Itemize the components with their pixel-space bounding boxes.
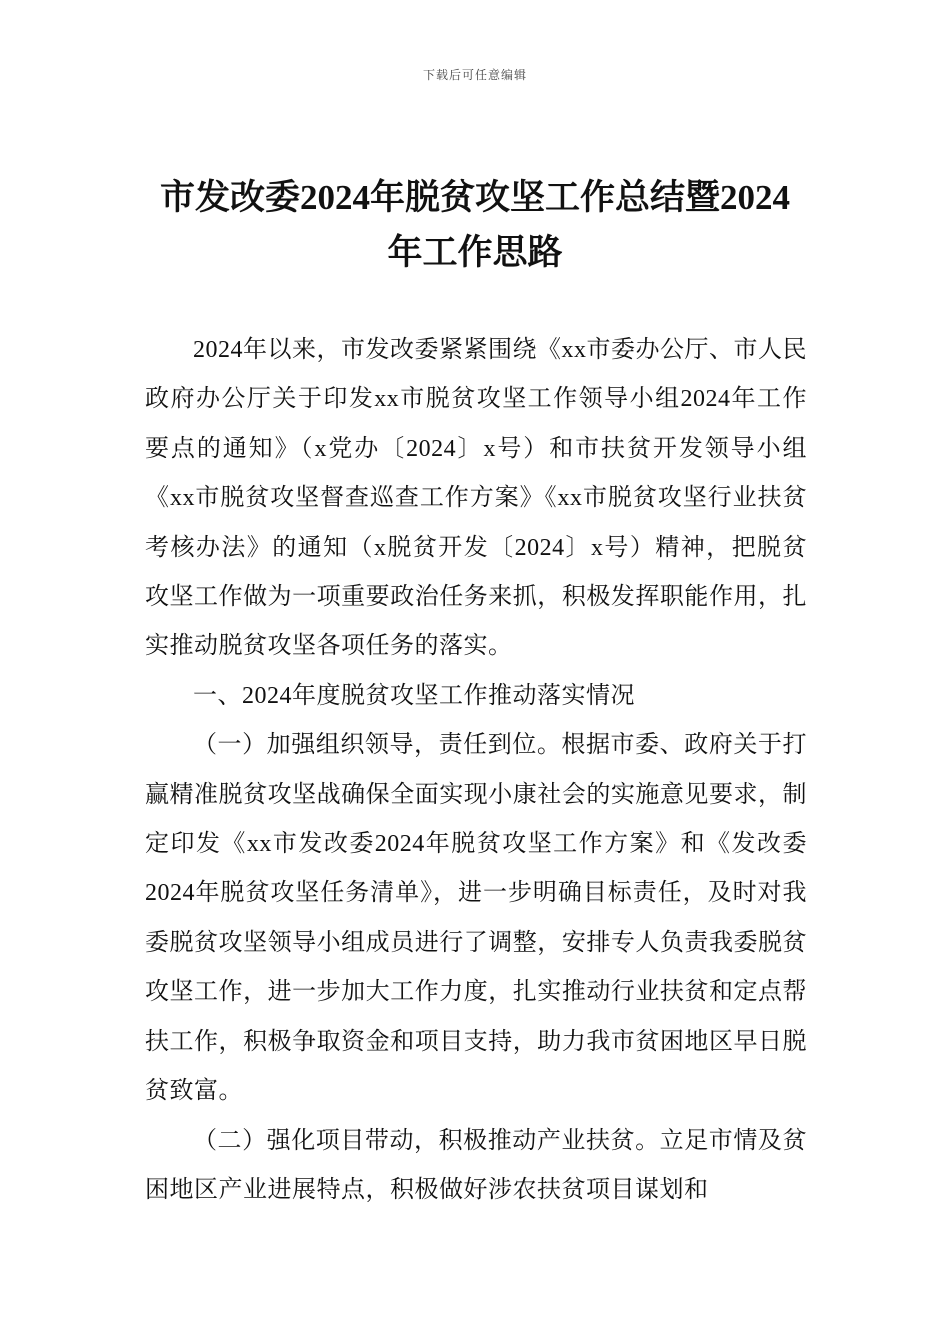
- document-body: [145, 326, 807, 1215]
- title-line-2: 年工作思路: [387, 233, 563, 272]
- section-heading-1: 一、2024年度脱贫攻坚工作推动落实情况: [193, 682, 635, 709]
- title-line-1: 市发改委2024年脱贫攻坚工作总结暨2024: [159, 178, 790, 217]
- paragraph-projects: （二）强化项目带动，积极推动产业扶贫。立足市情及贫困地区产业进展特点，积极做好涉农扶贫项目谋划和: [145, 1127, 807, 1203]
- document-title: [145, 170, 805, 280]
- paragraph-intro: 2024年以来，市发改委紧紧围绕《xx市委办公厅、市人民政府办公厅关于印发xx市脱贫攻坚工作领导小组2024年工作要点的通知》（x党办〔2024〕x号）和市扶贫开发领导小组《xx市脱贫攻坚督查巡查工作方案》《xx市脱贫攻坚行业扶贫考核办法》的通知（x脱贫开发〔2024〕x号）精神，把脱贫攻坚工作做为一项重要政治任务来抓，积极发挥职能作用，扎实推动脱贫攻坚各项任务的落实。: [145, 337, 807, 660]
- paragraph-organization: （一）加强组织领导，责任到位。根据市委、政府关于打赢精准脱贫攻坚战确保全面实现小康社会的实施意见要求，制定印发《xx市发改委2024年脱贫攻坚工作方案》和《发改委2024年脱贫攻坚任务清单》，进一步明确目标责任，及时对我委脱贫攻坚领导小组成员进行了调整，安排专人负责我委脱贫攻坚工作，进一步加大工作力度，扎实推动行业扶贫和定点帮扶工作，积极争取资金和项目支持，助力我市贫困地区早日脱贫致富。: [145, 732, 807, 1105]
- header-note: 下载后可任意编辑: [422, 68, 527, 82]
